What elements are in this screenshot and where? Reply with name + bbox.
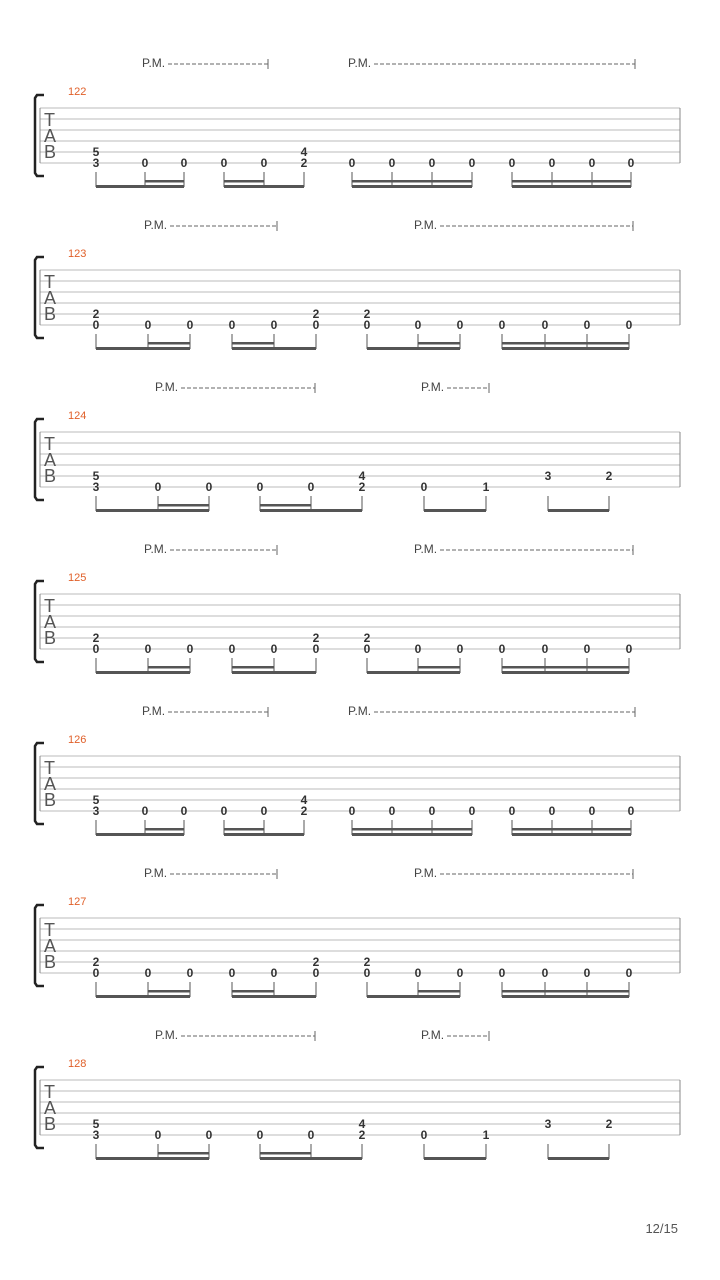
fret-number: 0: [228, 318, 236, 332]
fret-number: 2: [300, 804, 308, 818]
fret-number: 5: [92, 469, 100, 483]
tab-clef-a: A: [44, 774, 57, 794]
beam: [232, 671, 316, 674]
beam-secondary: [260, 504, 311, 507]
fret-number: 0: [625, 642, 633, 656]
tab-system-127: [35, 866, 680, 998]
fret-number: 0: [348, 804, 356, 818]
fret-number: 1: [482, 1128, 490, 1142]
tab-clef-b: B: [44, 142, 57, 162]
fret-number: 0: [256, 1128, 264, 1142]
tab-clef-b: B: [44, 1114, 57, 1134]
tab-system-122: [35, 56, 680, 188]
palm-mute-label: P.M.: [155, 1028, 179, 1042]
fret-number: 0: [498, 642, 506, 656]
beam-secondary: [145, 180, 184, 183]
fret-number: 3: [544, 1117, 552, 1131]
beam-secondary: [418, 666, 460, 669]
tab-system-123: [35, 218, 680, 350]
bar-number: 124: [68, 410, 87, 422]
fret-number: 0: [144, 966, 152, 980]
fret-number: 0: [307, 480, 315, 494]
fret-number: 0: [456, 642, 464, 656]
palm-mute-label: P.M.: [142, 704, 166, 718]
beam: [367, 671, 460, 674]
fret-number: 0: [541, 966, 549, 980]
beam-secondary: [148, 342, 190, 345]
beam-secondary: [158, 1152, 209, 1155]
fret-number: 0: [414, 966, 422, 980]
fret-number: 0: [154, 480, 162, 494]
fret-number: 2: [92, 307, 100, 321]
fret-number: 2: [358, 480, 366, 494]
beam-secondary: [145, 828, 184, 831]
beam-secondary: [418, 990, 460, 993]
fret-number: 0: [541, 642, 549, 656]
beam: [367, 995, 460, 998]
fret-number: 0: [186, 966, 194, 980]
beam: [424, 509, 486, 512]
bar-number: 123: [68, 248, 87, 260]
tab-clef-a: A: [44, 936, 57, 956]
palm-mute-label: P.M.: [144, 218, 168, 232]
beam-secondary: [502, 666, 629, 669]
beam: [260, 509, 362, 512]
tab-clef-b: B: [44, 304, 57, 324]
tab-clef-a: A: [44, 450, 57, 470]
fret-number: 0: [420, 1128, 428, 1142]
fret-number: 0: [388, 804, 396, 818]
fret-number: 0: [456, 966, 464, 980]
fret-number: 0: [154, 1128, 162, 1142]
fret-number: 0: [548, 156, 556, 170]
fret-number: 0: [260, 156, 268, 170]
fret-number: 3: [92, 480, 100, 494]
fret-number: 0: [186, 318, 194, 332]
beam-secondary: [512, 828, 631, 831]
fret-number: 0: [583, 642, 591, 656]
palm-mute-label: P.M.: [348, 56, 372, 70]
fret-number: 5: [92, 793, 100, 807]
fret-number: 3: [92, 804, 100, 818]
beam-secondary: [232, 990, 274, 993]
fret-number: 2: [92, 631, 100, 645]
fret-number: 2: [605, 469, 613, 483]
beam-secondary: [352, 828, 472, 831]
fret-number: 0: [625, 318, 633, 332]
fret-number: 0: [363, 642, 371, 656]
fret-number: 2: [358, 1128, 366, 1142]
tab-system-124: [35, 380, 680, 512]
fret-number: 5: [92, 145, 100, 159]
tab-clef-b: B: [44, 466, 57, 486]
fret-number: 2: [363, 307, 371, 321]
beam-secondary: [418, 342, 460, 345]
fret-number: 0: [312, 318, 320, 332]
bar-number: 127: [68, 896, 87, 908]
fret-number: 0: [627, 804, 635, 818]
tab-clef-a: A: [44, 612, 57, 632]
fret-number: 0: [548, 804, 556, 818]
fret-number: 0: [312, 966, 320, 980]
tab-system-126: [35, 704, 680, 836]
fret-number: 0: [92, 642, 100, 656]
tab-clef-b: B: [44, 628, 57, 648]
tab-clef-a: A: [44, 288, 57, 308]
fret-number: 0: [260, 804, 268, 818]
fret-number: 0: [428, 804, 436, 818]
fret-number: 0: [468, 156, 476, 170]
beam: [224, 833, 304, 836]
beam: [548, 509, 609, 512]
page-number: 12/15: [645, 1221, 678, 1236]
fret-number: 0: [583, 318, 591, 332]
fret-number: 0: [270, 642, 278, 656]
fret-number: 0: [141, 156, 149, 170]
beam: [96, 1157, 209, 1160]
bar-number: 122: [68, 86, 87, 98]
fret-number: 0: [625, 966, 633, 980]
fret-number: 0: [307, 1128, 315, 1142]
fret-number: 0: [588, 156, 596, 170]
fret-number: 4: [300, 145, 308, 159]
beam: [96, 185, 184, 188]
fret-number: 0: [270, 318, 278, 332]
fret-number: 0: [627, 156, 635, 170]
beam-secondary: [224, 180, 264, 183]
fret-number: 0: [228, 966, 236, 980]
fret-number: 2: [312, 307, 320, 321]
fret-number: 2: [363, 955, 371, 969]
fret-number: 0: [363, 318, 371, 332]
beam-secondary: [158, 504, 209, 507]
fret-number: 0: [541, 318, 549, 332]
fret-number: 0: [363, 966, 371, 980]
beam: [502, 347, 629, 350]
fret-number: 0: [508, 804, 516, 818]
beam-secondary: [224, 828, 264, 831]
fret-number: 3: [92, 156, 100, 170]
tab-clef-t: T: [44, 110, 55, 130]
beam: [232, 995, 316, 998]
palm-mute-label: P.M.: [414, 218, 438, 232]
fret-number: 3: [544, 469, 552, 483]
fret-number: 2: [605, 1117, 613, 1131]
fret-number: 0: [205, 480, 213, 494]
tab-clef-t: T: [44, 434, 55, 454]
bar-number: 128: [68, 1058, 87, 1070]
beam: [352, 833, 472, 836]
fret-number: 0: [220, 804, 228, 818]
fret-number: 0: [186, 642, 194, 656]
beam-secondary: [352, 180, 472, 183]
fret-number: 0: [220, 156, 228, 170]
fret-number: 0: [205, 1128, 213, 1142]
tab-clef-a: A: [44, 126, 57, 146]
fret-number: 0: [414, 642, 422, 656]
fret-number: 2: [312, 631, 320, 645]
bar-number: 126: [68, 734, 87, 746]
tab-clef-b: B: [44, 790, 57, 810]
fret-number: 0: [144, 318, 152, 332]
fret-number: 0: [508, 156, 516, 170]
fret-number: 2: [300, 156, 308, 170]
fret-number: 5: [92, 1117, 100, 1131]
fret-number: 0: [498, 966, 506, 980]
fret-number: 1: [482, 480, 490, 494]
beam-secondary: [232, 342, 274, 345]
fret-number: 0: [180, 156, 188, 170]
beam: [424, 1157, 486, 1160]
tab-clef-a: A: [44, 1098, 57, 1118]
fret-number: 0: [456, 318, 464, 332]
fret-number: 0: [256, 480, 264, 494]
fret-number: 0: [141, 804, 149, 818]
fret-number: 0: [92, 318, 100, 332]
tab-clef-t: T: [44, 920, 55, 940]
beam: [96, 995, 190, 998]
palm-mute-label: P.M.: [155, 380, 179, 394]
beam-secondary: [148, 666, 190, 669]
fret-number: 0: [468, 804, 476, 818]
beam: [260, 1157, 362, 1160]
fret-number: 0: [428, 156, 436, 170]
tab-system-125: [35, 542, 680, 674]
fret-number: 2: [363, 631, 371, 645]
fret-number: 0: [498, 318, 506, 332]
beam: [224, 185, 304, 188]
beam: [502, 995, 629, 998]
beam: [352, 185, 472, 188]
palm-mute-label: P.M.: [421, 1028, 445, 1042]
palm-mute-label: P.M.: [142, 56, 166, 70]
palm-mute-label: P.M.: [348, 704, 372, 718]
fret-number: 2: [312, 955, 320, 969]
tab-clef-t: T: [44, 758, 55, 778]
tab-clef-b: B: [44, 952, 57, 972]
palm-mute-label: P.M.: [414, 542, 438, 556]
beam: [512, 185, 631, 188]
fret-number: 0: [228, 642, 236, 656]
tab-clef-t: T: [44, 272, 55, 292]
fret-number: 0: [180, 804, 188, 818]
beam-secondary: [512, 180, 631, 183]
beam-secondary: [502, 342, 629, 345]
fret-number: 0: [420, 480, 428, 494]
fret-number: 0: [144, 642, 152, 656]
palm-mute-label: P.M.: [414, 866, 438, 880]
beam: [367, 347, 460, 350]
beam-secondary: [148, 990, 190, 993]
palm-mute-label: P.M.: [421, 380, 445, 394]
fret-number: 0: [92, 966, 100, 980]
beam: [232, 347, 316, 350]
beam: [96, 509, 209, 512]
beam: [96, 347, 190, 350]
tab-clef-t: T: [44, 1082, 55, 1102]
fret-number: 4: [358, 1117, 366, 1131]
fret-number: 0: [270, 966, 278, 980]
tab-system-128: [35, 1028, 680, 1160]
fret-number: 0: [583, 966, 591, 980]
fret-number: 0: [348, 156, 356, 170]
beam: [502, 671, 629, 674]
palm-mute-label: P.M.: [144, 542, 168, 556]
fret-number: 0: [414, 318, 422, 332]
beam: [512, 833, 631, 836]
fret-number: 0: [388, 156, 396, 170]
beam: [96, 671, 190, 674]
fret-number: 2: [92, 955, 100, 969]
fret-number: 0: [588, 804, 596, 818]
beam-secondary: [502, 990, 629, 993]
beam-secondary: [260, 1152, 311, 1155]
beam: [548, 1157, 609, 1160]
palm-mute-label: P.M.: [144, 866, 168, 880]
fret-number: 0: [312, 642, 320, 656]
beam-secondary: [232, 666, 274, 669]
fret-number: 4: [358, 469, 366, 483]
fret-number: 4: [300, 793, 308, 807]
bar-number: 125: [68, 572, 87, 584]
tab-clef-t: T: [44, 596, 55, 616]
beam: [96, 833, 184, 836]
fret-number: 3: [92, 1128, 100, 1142]
